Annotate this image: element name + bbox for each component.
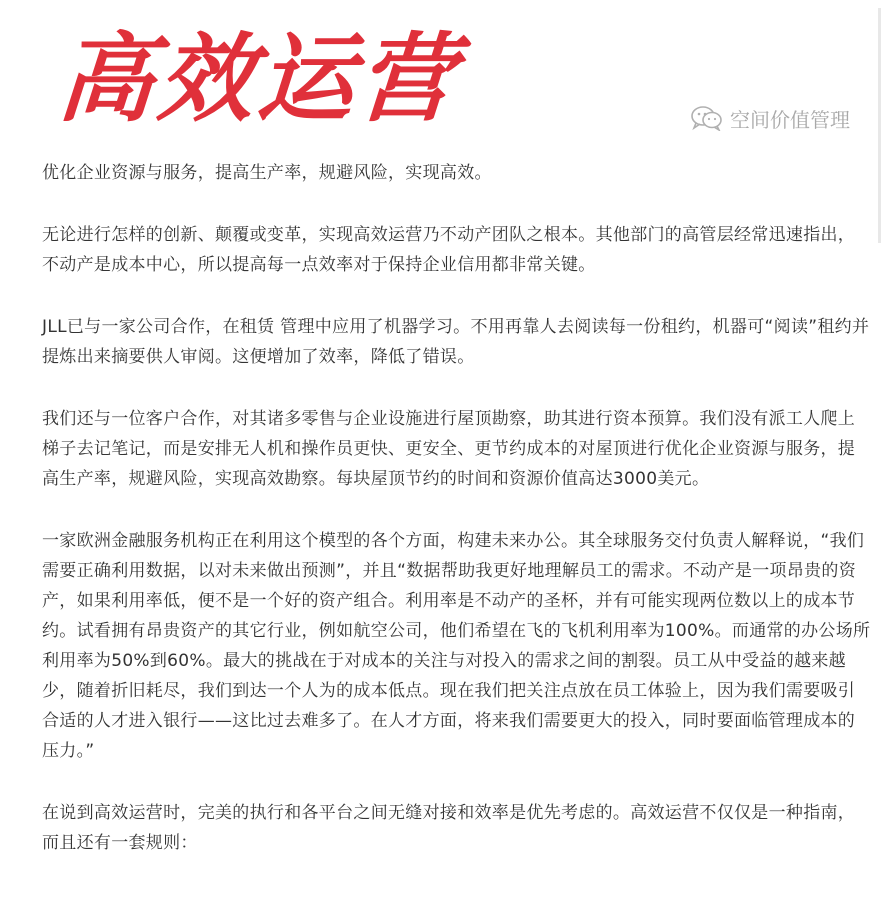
banner-image	[44, 8, 877, 146]
paragraph: 在说到高效运营时，完美的执行和各平台之间无缝对接和效率是优先考虑的。高效运营不仅仅是一种指南， 而且还有一套规则：	[42, 803, 856, 853]
paragraph: JLL已与一家公司合作，在租赁 管理中应用了机器学习。不用再靠人去阅读每一份租约，机器可“阅读”租约并 提炼出来摘要供人审阅。这便增加了效率，降低了错误。	[42, 317, 870, 367]
watermark-text: 空间价值管理	[730, 107, 850, 132]
wechat-bubble-icon	[690, 105, 724, 131]
paragraph: 优化企业资源与服务，提高生产率，规避风险，实现高效。	[42, 163, 492, 183]
watermark	[690, 104, 850, 132]
banner-title: 高效运营	[54, 22, 462, 135]
paragraph: 我们还与一位客户合作，对其诸多零售与企业设施进行屋顶勘察，助其进行资本预算。我们没有派工人爬上 梯子去记笔记，而是安排无人机和操作员更快、更安全、更节约成本的对屋顶进行优化企业资源与服务，提 高生产率，规避风险，实现高效勘察。每块屋顶节约的时间和资源价值高达3000美元。	[42, 409, 856, 489]
article-body	[42, 158, 880, 890]
paragraph: 一家欧洲金融服务机构正在利用这个模型的各个方面，构建未来办公。其全球服务交付负责人解释说，“我们 需要正确利用数据，以对未来做出预测”，并且“数据帮助我更好地理解员工的需求。不动产是一项昂贵的资 产，如果利用率低，便不是一个好的资产组合。利用率是不动产的圣杯，并有可能实现两位数以上的成本节 约。试看拥有昂贵资产的其它行业，例如航空公司，他们希望在飞的飞机利用率为100%。而通常的办公场所 利用率为50%到60%。最大的挑战在于对成本的关注与对投入的需求之间的割裂。员工从中受益的越来越 少，随着折旧耗尽，我们到达一个人为的成本低点。现在我们把关注点放在员工体验上，因为我们需要吸引 合适的人才进入银行——这比过去难多了。在人才方面，将来我们需要更大的投入，同时要面临管理成本的 压力。”	[42, 531, 871, 761]
paragraph: 无论进行怎样的创新、颠覆或变革，实现高效运营乃不动产团队之根本。其他部门的高管层经常迅速指出， 不动产是成本中心，所以提高每一点效率对于保持企业信用都非常关键。	[42, 225, 856, 275]
